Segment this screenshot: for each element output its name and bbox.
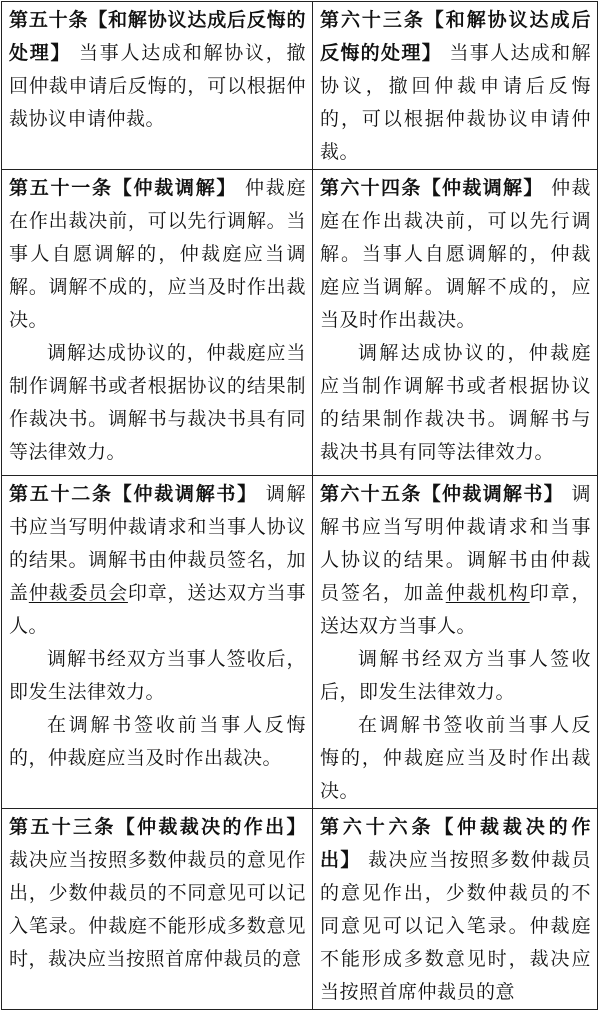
article-paragraph: 调解达成协议的，仲裁庭应当制作调解书或者根据协议的结果制作裁决书。调解书与裁决书具有同等法律效力。 xyxy=(320,342,591,463)
article-number: 第五十二条 xyxy=(9,483,113,505)
table-row xyxy=(2,809,598,1010)
article-number: 第六十五条 xyxy=(320,483,422,505)
article-paragraph xyxy=(320,4,591,169)
article-number: 第五十条 xyxy=(9,9,89,31)
article-paragraph xyxy=(9,478,306,643)
article-paragraph xyxy=(9,811,306,976)
article-title: 【仲裁裁决的作出】 xyxy=(320,816,591,871)
left-cell-article-50 xyxy=(2,2,313,170)
table-row xyxy=(2,170,598,476)
left-cell-article-53 xyxy=(2,809,313,1010)
article-paragraph: 调解书经双方当事人签收后，即发生法律效力。 xyxy=(9,648,306,703)
article-paragraph xyxy=(9,4,306,136)
article-text: 裁决应当按照多数仲裁员的意见作出，少数仲裁员的不同意见可以记入笔录。仲裁庭不能形成多数意见时，裁决应当按照首席仲裁员的意 xyxy=(320,849,591,1003)
article-title: 【和解协议达成后反悔的处理】 xyxy=(320,9,591,64)
left-cell-article-52 xyxy=(2,476,313,809)
article-title: 【仲裁调解书】 xyxy=(421,483,565,505)
article-text: 当事人达成和解协议，撤回仲裁申请后反悔的，可以根据仲裁协议申请仲裁。 xyxy=(9,42,306,130)
article-text: 印章，送达双方当事人。 xyxy=(9,582,306,637)
article-title: 【仲裁调解】 xyxy=(421,177,544,199)
article-paragraph xyxy=(320,172,591,337)
right-cell-article-66 xyxy=(313,809,598,1010)
right-cell-article-64 xyxy=(313,170,598,476)
article-text: 印章，送达双方当事人。 xyxy=(320,582,591,637)
article-number: 第六十三条 xyxy=(320,9,425,31)
article-paragraph xyxy=(320,811,591,1009)
comparison-table xyxy=(1,1,598,1010)
right-cell-article-63 xyxy=(313,2,598,170)
article-text: 仲裁庭在作出裁决前，可以先行调解。当事人自愿调解的，仲裁庭应当调解。调解不成的，应当及时作出裁决。 xyxy=(320,177,591,331)
article-text: 裁决应当按照多数仲裁员的意见作出，少数仲裁员的不同意见可以记入笔录。仲裁庭不能形成多数意见时，裁决应当按照首席仲裁员的意 xyxy=(9,849,306,970)
article-paragraph: 在调解书签收前当事人反悔的，仲裁庭应当及时作出裁决。 xyxy=(320,714,591,802)
article-number: 第六十四条 xyxy=(320,177,422,199)
left-cell-article-51 xyxy=(2,170,313,476)
article-paragraph xyxy=(320,478,591,643)
article-title: 【仲裁裁决的作出】 xyxy=(115,816,306,838)
underlined-change: 仲裁机构 xyxy=(445,582,530,604)
article-title: 【仲裁调解书】 xyxy=(112,483,258,505)
article-number: 第六十六条 xyxy=(320,816,435,838)
article-text: 调解书应当写明仲裁请求和当事人协议的结果。调解书由仲裁员签名，加盖 xyxy=(320,483,591,604)
article-title: 【仲裁调解】 xyxy=(112,177,238,199)
article-paragraph xyxy=(9,172,306,337)
article-text: 仲裁庭在作出裁决前，可以先行调解。当事人自愿调解的，仲裁庭应当调解。调解不成的，应当及时作出裁决。 xyxy=(9,177,306,331)
article-paragraph: 在调解书签收前当事人反悔的，仲裁庭应当及时作出裁决。 xyxy=(9,714,306,769)
table-row xyxy=(2,2,598,170)
article-number: 第五十三条 xyxy=(9,816,116,838)
article-paragraph: 调解达成协议的，仲裁庭应当制作调解书或者根据协议的结果制作裁决书。调解书与裁决书具有同等法律效力。 xyxy=(9,342,306,463)
article-text: 当事人达成和解协议，撤回仲裁申请后反悔的，可以根据仲裁协议申请仲裁。 xyxy=(320,42,591,163)
table-row xyxy=(2,476,598,809)
underlined-change: 仲裁委员会 xyxy=(28,582,128,604)
right-cell-article-65 xyxy=(313,476,598,809)
article-paragraph: 调解书经双方当事人签收后，即发生法律效力。 xyxy=(320,648,591,703)
article-text: 调解书应当写明仲裁请求和当事人协议的结果。调解书由仲裁员签名，加盖 xyxy=(9,483,306,604)
article-title: 【和解协议达成后反悔的处理】 xyxy=(9,9,306,64)
article-number: 第五十一条 xyxy=(9,177,113,199)
